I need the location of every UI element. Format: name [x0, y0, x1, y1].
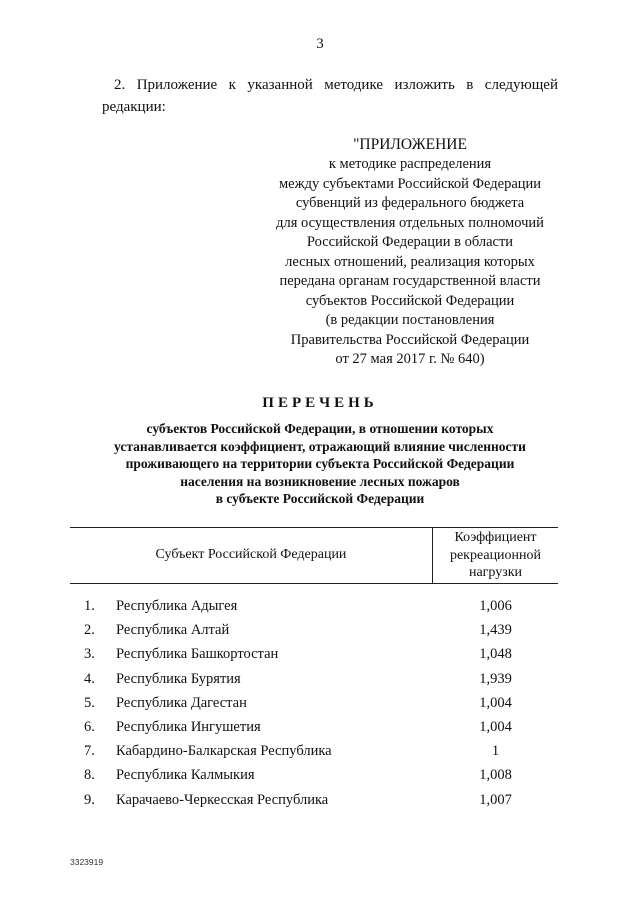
row-subject: Кабардино-Балкарская Республика: [116, 743, 332, 760]
appendix-line: от 27 мая 2017 г. № 640): [335, 351, 485, 367]
appendix-line: лесных отношений, реализация которых: [285, 253, 535, 270]
list-title: ПЕРЕЧЕНЬ: [262, 395, 378, 411]
table-header-coefficient: [433, 529, 558, 582]
subtitle-line: субъектов Российской Федерации, в отношении которых: [146, 421, 494, 436]
appendix-line: для осуществления отдельных полномочий: [276, 214, 544, 231]
row-coefficient: 1,004: [479, 718, 512, 735]
row-coefficient: 1,439: [479, 622, 512, 639]
subtitle-line: устанавливается коэффициент, отражающий влияние численности: [114, 438, 526, 454]
row-subject: Республика Дагестан: [116, 694, 247, 711]
list-subtitle: [80, 420, 560, 508]
table-row: [70, 693, 558, 717]
coef-header-line: рекреационной: [449, 547, 542, 563]
table-row: [70, 790, 558, 814]
subtitle-line: в субъекте Российской Федерации: [215, 491, 425, 506]
row-number: 1.: [84, 598, 95, 614]
appendix-line: передана органам государственной власти: [279, 273, 541, 289]
row-subject: Республика Бурятия: [116, 670, 241, 687]
table-row: [70, 644, 558, 668]
appendix-title: "ПРИЛОЖЕНИЕ: [353, 136, 467, 153]
row-number: 2.: [84, 622, 95, 639]
row-subject: Республика Адыгея: [116, 598, 238, 614]
table-row: [70, 669, 558, 693]
table-header-rule: [70, 583, 558, 584]
page-number: 3: [316, 36, 324, 52]
coef-header-line: нагрузки: [468, 565, 523, 580]
row-number: 8.: [84, 767, 95, 784]
table-row: [70, 765, 558, 789]
row-number: 7.: [84, 743, 95, 760]
table-row: [70, 741, 558, 765]
row-subject: Республика Башкортостан: [116, 646, 279, 663]
appendix-line: Правительства Российской Федерации: [290, 331, 530, 348]
row-coefficient: 1,007: [479, 791, 512, 808]
appendix-header: [260, 134, 560, 370]
row-number: 5.: [84, 694, 95, 711]
row-number: 3.: [84, 646, 95, 663]
subtitle-line: проживающего на территории субъекта Российской Федерации: [125, 456, 515, 471]
table-body: [70, 596, 558, 814]
table-row: [70, 717, 558, 741]
row-number: 9.: [84, 791, 95, 808]
table-top-rule: [70, 527, 558, 528]
row-coefficient: 1,048: [479, 646, 512, 663]
row-subject: Карачаево-Черкесская Республика: [116, 791, 329, 808]
paragraph-line-1: 2. Приложение к указанной методике изложить в следующей: [114, 77, 558, 93]
table-row: [70, 620, 558, 644]
row-subject: Республика Калмыкия: [116, 767, 255, 784]
row-coefficient: 1,939: [479, 670, 512, 687]
table-header-subject: Субъект Российской Федерации: [155, 547, 347, 562]
appendix-line: (в редакции постановления: [325, 312, 495, 328]
document-code: 3323919: [70, 857, 104, 867]
appendix-line: к методике распределения: [328, 156, 492, 172]
appendix-line: субвенций из федерального бюджета: [295, 195, 525, 211]
table-row: [70, 596, 558, 620]
row-number: 6.: [84, 718, 95, 735]
row-subject: Республика Алтай: [116, 622, 230, 639]
row-coefficient: 1,006: [479, 598, 512, 614]
appendix-line: Российской Федерации в области: [306, 234, 514, 250]
row-number: 4.: [84, 670, 95, 687]
amendment-paragraph: [102, 74, 558, 118]
appendix-line: между субъектами Российской Федерации: [278, 175, 542, 192]
subtitle-line: населения на возникновение лесных пожаров: [180, 473, 460, 489]
row-coefficient: 1,008: [479, 767, 512, 784]
paragraph-line-2: редакции:: [102, 99, 166, 115]
row-coefficient: 1,004: [479, 694, 512, 711]
coef-header-line: Коэффициент: [454, 530, 537, 545]
appendix-line: субъектов Российской Федерации: [305, 292, 515, 309]
row-subject: Республика Ингушетия: [116, 718, 261, 735]
row-coefficient: 1: [491, 743, 500, 760]
